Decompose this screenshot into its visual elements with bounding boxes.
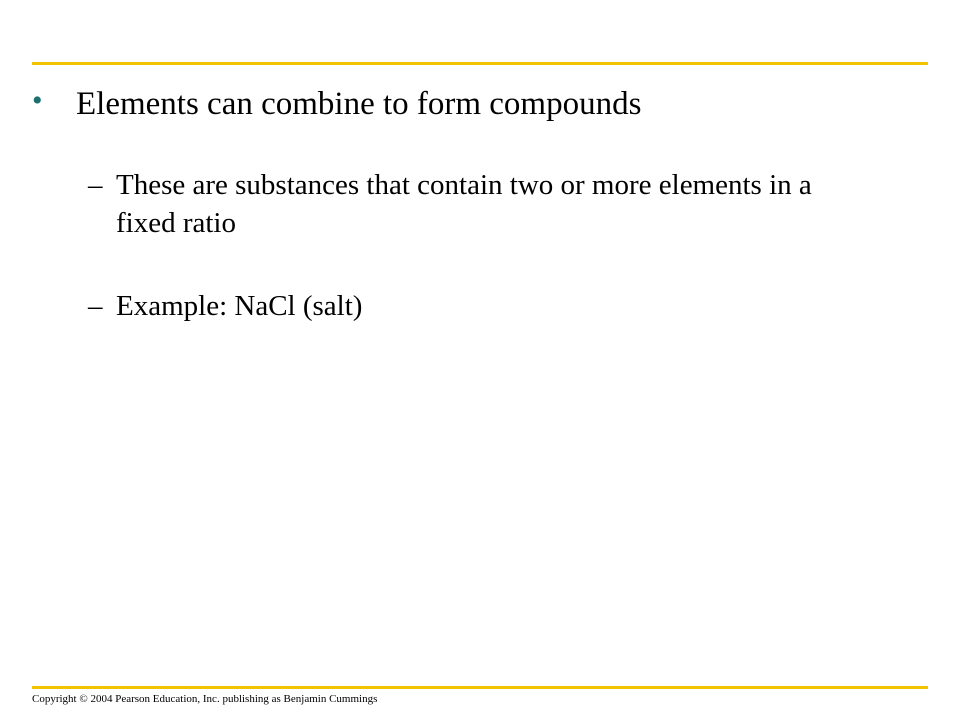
main-bullet-point bbox=[32, 82, 912, 132]
top-divider bbox=[32, 62, 928, 65]
main-point-text: Elements can combine to form compounds bbox=[76, 86, 642, 122]
sub-point-text: These are substances that contain two or more elements in a fixed ratio bbox=[116, 169, 812, 239]
bottom-divider bbox=[32, 686, 928, 689]
copyright-notice: Copyright © 2004 Pearson Education, Inc. publishing as Benjamin Cummings bbox=[32, 693, 378, 705]
dash-marker: – bbox=[88, 290, 103, 322]
bullet-icon: • bbox=[32, 84, 43, 117]
sub-point-text: Example: NaCl (salt) bbox=[116, 290, 363, 322]
dash-marker: – bbox=[88, 169, 103, 201]
